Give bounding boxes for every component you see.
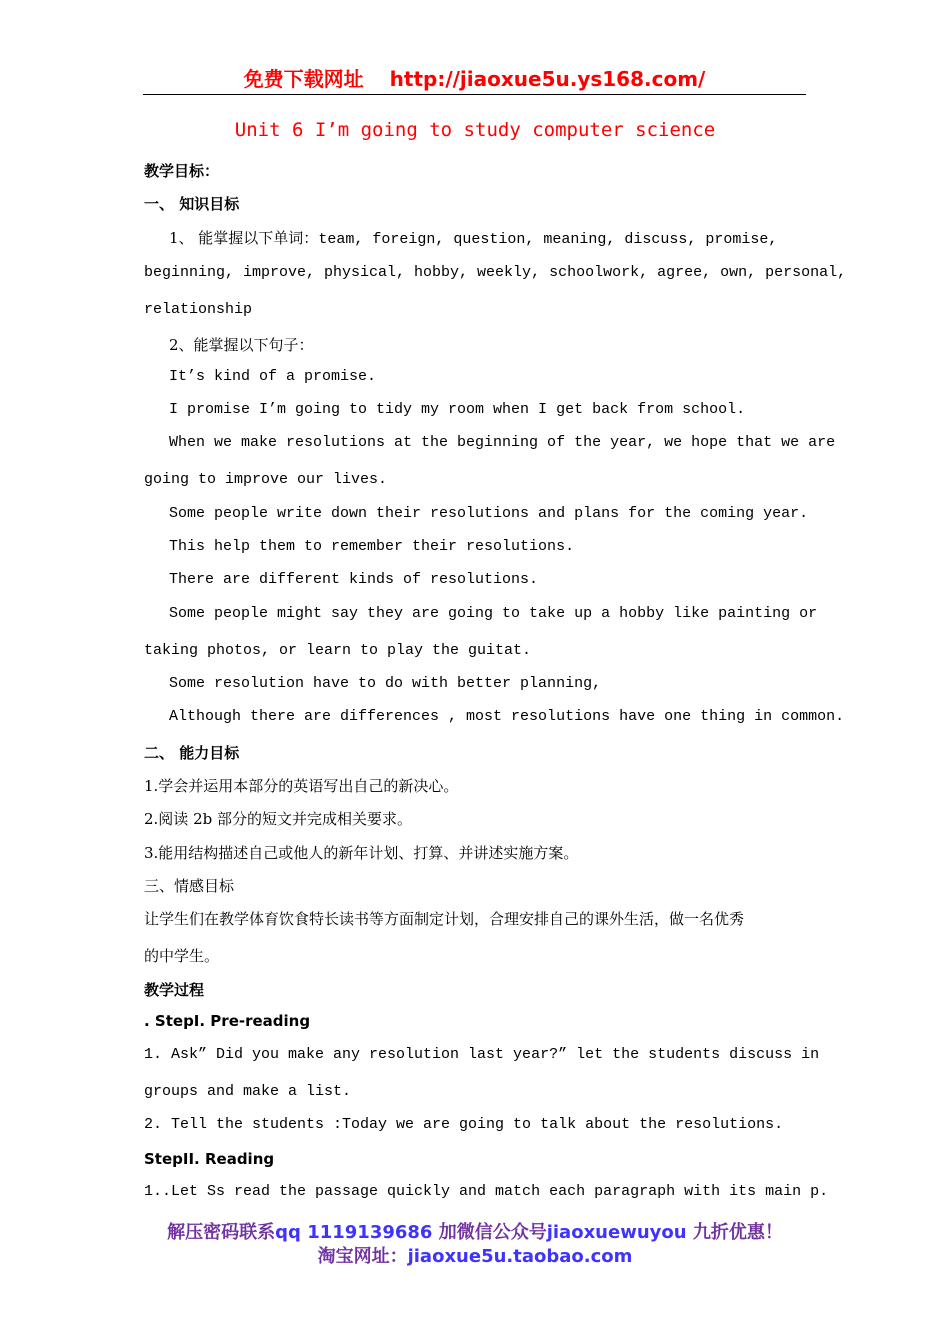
footer-line-2 (0, 1242, 950, 1268)
vocab-words-b: beginning, improve, physical, hobby, weekly, schoolwork, agree, own, personal, (144, 264, 847, 281)
section2-heading: 二、 能力目标 (144, 744, 240, 762)
step1-heading: . StepI. Pre-reading (144, 1012, 311, 1030)
sentence-line: I promise I’m going to tidy my room when I get back from school. (169, 401, 746, 418)
emotion-text-a: 让学生们在教学体育饮食特长读书等方面制定计划，合理安排自己的课外生活，做一名优秀 (144, 910, 745, 928)
ability-item: 2.阅读 2b 部分的短文并完成相关要求。 (144, 810, 412, 828)
vocab-words-c: relationship (144, 301, 253, 318)
sentence-line: taking photos, or learn to play the guitat. (144, 642, 532, 659)
footer-wechat-id: jiaoxuewuyou (546, 1222, 687, 1243)
footer-discount: 九折优惠！ (686, 1222, 783, 1243)
vocab-words-a: team, foreign, question, meaning, discuss, promise, (318, 231, 778, 248)
step2-heading: StepII. Reading (144, 1150, 275, 1168)
sentence-line: going to improve our lives. (144, 471, 388, 488)
objectives-heading: 教学目标： (144, 162, 220, 180)
section3-heading: 三、情感目标 (144, 877, 235, 895)
sentence-line: Although there are differences , most resolutions have one thing in common. (169, 708, 845, 725)
sentence-line: When we make resolutions at the beginning of the year, we hope that we are (169, 434, 836, 451)
step2-item: 1..Let Ss read the passage quickly and match each paragraph with its main p. (144, 1183, 829, 1200)
document-title: Unit 6 I’m going to study computer science (234, 119, 716, 141)
vocab-line-1 (169, 227, 777, 248)
header-url-link[interactable]: http://jiaoxue5u.ys168.com/ (389, 67, 706, 91)
sentence-line: Some people might say they are going to take up a hobby like painting or (169, 605, 818, 622)
sentence-line: Some people write down their resolutions and plans for the coming year. (169, 505, 809, 522)
vocab-label: 1、 能掌握以下单词： (169, 229, 319, 247)
footer-password-label: 解压密码联系 (167, 1222, 276, 1243)
footer-line-1 (0, 1218, 950, 1244)
sentence-line: There are different kinds of resolutions. (169, 571, 539, 588)
step1-item: 1. Ask” Did you make any resolution last year?” let the students discuss in (144, 1046, 820, 1063)
footer-taobao-label: 淘宝网址： (317, 1246, 408, 1267)
footer-qq: qq 1119139686 (275, 1222, 433, 1243)
page-header (143, 64, 806, 95)
process-heading: 教学过程 (144, 981, 205, 999)
sentence-line: It’s kind of a promise. (169, 368, 377, 385)
footer-taobao-link[interactable]: jiaoxue5u.taobao.com (407, 1246, 633, 1267)
step1-item: 2. Tell the students :Today we are going to talk about the resolutions. (144, 1116, 784, 1133)
emotion-text-b: 的中学生。 (144, 947, 220, 965)
ability-item: 3.能用结构描述自己或他人的新年计划、打算、并讲述实施方案。 (144, 844, 579, 862)
sentence-line: Some resolution have to do with better planning, (169, 675, 602, 692)
section1-heading: 一、 知识目标 (144, 195, 240, 213)
footer-wechat-label: 加微信公众号 (432, 1222, 547, 1243)
step1-item: groups and make a list. (144, 1083, 352, 1100)
sentences-label: 2、能掌握以下句子： (169, 336, 314, 354)
header-label: 免费下载网址 (243, 67, 364, 91)
sentence-line: This help them to remember their resolutions. (169, 538, 575, 555)
ability-item: 1.学会并运用本部分的英语写出自己的新决心。 (144, 777, 459, 795)
